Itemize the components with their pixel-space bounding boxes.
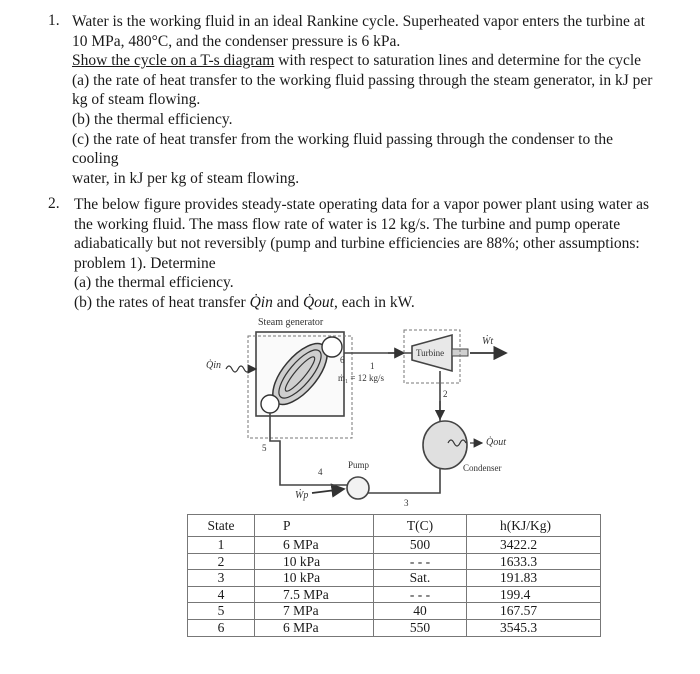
wp-label: Ẇp [295, 490, 309, 501]
cell-pressure: 7 MPa [255, 603, 374, 620]
q1-number: 1. [48, 12, 60, 29]
table-row [188, 570, 601, 587]
state-4-label: 4 [318, 467, 323, 477]
table-row [188, 537, 601, 554]
pump-work-arrow [312, 489, 344, 493]
cell-pressure: 10 kPa [255, 570, 374, 587]
q1-line2: 10 MPa, 480°C, and the condenser pressure is 6 kPa. [72, 32, 401, 50]
q-out-label: Q̇out [486, 437, 506, 448]
feedwater-line [270, 413, 348, 485]
table-row [188, 619, 601, 636]
header-state: State [188, 515, 255, 537]
table-header-row [188, 515, 601, 537]
cell-enthalpy: 191.83 [467, 570, 601, 587]
header-enthalpy: h(KJ/Kg) [467, 515, 601, 537]
state-5-label: 5 [262, 443, 267, 453]
q1-part-a-line1: (a) the rate of heat transfer to the working fluid passing through the steam generator, in kJ per [72, 71, 653, 89]
cell-temperature: - - - [374, 586, 467, 603]
mass-flow-label: ṁ₁ = 12 kg/s [338, 373, 384, 383]
cell-temperature: 550 [374, 619, 467, 636]
state-1-label: 1 [370, 361, 375, 371]
table-row [188, 553, 601, 570]
q2-line4: problem 1). Determine [74, 254, 216, 272]
cell-temperature: 40 [374, 603, 467, 620]
cell-pressure: 6 MPa [255, 619, 374, 636]
condensate-line [368, 469, 440, 493]
cell-enthalpy: 199.4 [467, 586, 601, 603]
power-plant-schematic [190, 313, 530, 513]
cell-state: 6 [188, 619, 255, 636]
cell-enthalpy: 167.57 [467, 603, 601, 620]
q2-part-a: (a) the thermal efficiency. [74, 274, 234, 292]
cell-state: 3 [188, 570, 255, 587]
cell-temperature: 500 [374, 537, 467, 554]
condenser-shell [423, 421, 467, 469]
q2-part-b [74, 293, 656, 313]
q2-part-b-post: , each in kW. [333, 293, 415, 311]
state-2-label: 2 [443, 389, 448, 399]
cell-temperature: - - - [374, 553, 467, 570]
wt-label: Ẇt [482, 336, 494, 347]
q2-and: and [272, 293, 303, 311]
steam-drum [322, 337, 342, 357]
cell-pressure: 10 kPa [255, 553, 374, 570]
cell-state: 4 [188, 586, 255, 603]
header-temperature: T(C) [374, 515, 467, 537]
cell-state: 5 [188, 603, 255, 620]
q2-q-in: Q̇in [249, 293, 273, 311]
q1-underlined-instruction: Show the cycle on a T-s diagram [72, 52, 275, 70]
table-row [188, 603, 601, 620]
steam-generator-label: Steam generator [258, 317, 324, 328]
q1-part-a-line2: kg of steam flowing. [72, 91, 201, 109]
cell-enthalpy: 3422.2 [467, 537, 601, 554]
header-pressure: P [255, 515, 374, 537]
q1-line3 [72, 51, 662, 71]
q2-text [74, 195, 656, 313]
cell-enthalpy: 1633.3 [467, 553, 601, 570]
heat-in-wave [226, 366, 250, 372]
q1-line3-rest: with respect to saturation lines and determine for the cycle [274, 52, 642, 70]
cell-pressure: 7.5 MPa [255, 586, 374, 603]
state-3-label: 3 [404, 498, 409, 508]
turbine-label: Turbine [416, 348, 445, 358]
q2-line2: the working fluid. The mass flow rate of water is 12 kg/s. The turbine and pump operate [74, 215, 621, 233]
q2-line1: The below figure provides steady-state operating data for a vapor power plant using water as [74, 196, 650, 213]
q1-line1: Water is the working fluid in an ideal Rankine cycle. Superheated vapor enters the turbine at [72, 13, 645, 30]
q1-part-c-line2: water, in kJ per kg of steam flowing. [72, 169, 300, 187]
q1-part-c-line1: (c) the rate of heat transfer from the working fluid passing through the condenser to the cooling [72, 130, 614, 168]
mud-drum [261, 395, 279, 413]
state-table [187, 514, 601, 637]
state-6-label: 6 [340, 355, 345, 365]
q2-line3: adiabatically but not reversibly (pump and turbine efficiencies are 88%; other assumptions: [74, 235, 640, 253]
cell-state: 1 [188, 537, 255, 554]
cell-enthalpy: 3545.3 [467, 619, 601, 636]
q2-number: 2. [48, 195, 60, 212]
q-in-label: Q̇in [206, 360, 221, 371]
q2-part-b-pre: (b) the rates of heat transfer [74, 293, 250, 311]
q1-part-b: (b) the thermal efficiency. [72, 110, 233, 128]
pump-label: Pump [348, 460, 370, 470]
cell-state: 2 [188, 553, 255, 570]
table-row [188, 586, 601, 603]
q1-text [72, 12, 662, 188]
condenser-label: Condenser [463, 463, 502, 473]
pump-body [347, 477, 369, 499]
cell-temperature: Sat. [374, 570, 467, 587]
q2-q-out: Q̇out [302, 293, 334, 311]
cell-pressure: 6 MPa [255, 537, 374, 554]
